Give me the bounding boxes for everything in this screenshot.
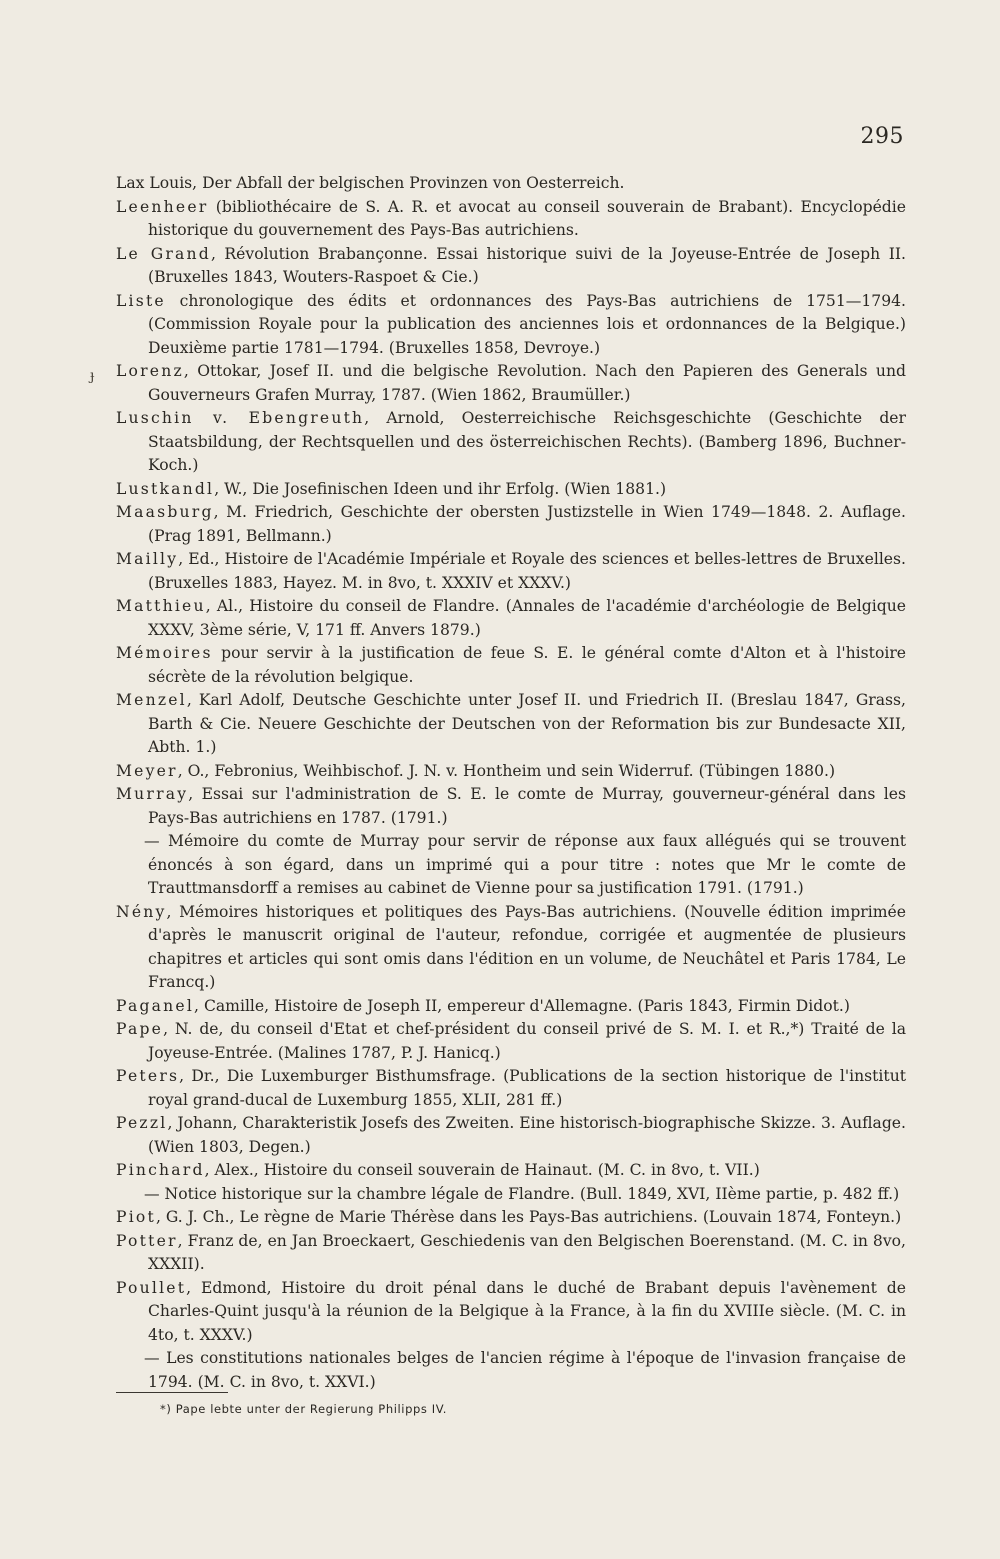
bibliography-entry [116, 783, 906, 830]
bibliography-entry [116, 1112, 906, 1159]
bibliography-entry [116, 995, 906, 1019]
entry-text: , M. Friedrich, Geschichte der obersten Justizstelle in Wien 1749—1848. 2. Auflage. (Prag 1891, Bellmann.) [148, 503, 906, 545]
entry-text: , Dr., Die Luxemburger Bisthumsfrage. (Publications de la section historique de l'institut royal grand-ducal de Luxemburg 1855, XLII, 281 ff.) [148, 1067, 906, 1109]
margin-mark: ɟ [90, 368, 95, 384]
bibliography-entry [116, 1347, 906, 1394]
bibliography-entry [116, 1159, 906, 1183]
bibliography-entry [116, 1277, 906, 1348]
page-number: 295 [860, 124, 904, 149]
bibliography-entry [116, 290, 906, 361]
entry-author: Le Grand [116, 244, 211, 263]
bibliography-entry [116, 1018, 906, 1065]
entry-text: , Franz de, en Jan Broeckaert, Geschiedenis van den Belgischen Boerenstand. (M. C. in 8vo, XXXII). [148, 1231, 906, 1273]
entry-text: , O., Febronius, Weihbischof. J. N. v. Hontheim und sein Widerruf. (Tübingen 1880.) [177, 761, 836, 780]
entry-author: Menzel [116, 691, 187, 709]
entry-text: , N. de, du conseil d'Etat et chef-président du conseil privé de S. M. I. et R.,*) Traité de la Joyeuse-Entrée. (Malines 1787, P. J. Hanicq.) [148, 1020, 906, 1062]
entry-author: — [144, 1349, 160, 1367]
entry-text: , Al., Histoire du conseil de Flandre. (Annales de l'académie d'archéologie de Belgique XXXV, 3ème série, V, 171 ff. Anvers 1879.) [148, 597, 906, 639]
entry-text: pour servir à la justification de feue S. E. le général comte d'Alton et à l'histoire sécrète de la révolution belgique. [148, 644, 906, 686]
bibliography-entry [116, 478, 906, 502]
entry-text: , Camille, Histoire de Joseph II, empereur d'Allemagne. (Paris 1843, Firmin Didot.) [194, 996, 850, 1015]
entry-text: , Karl Adolf, Deutsche Geschichte unter Josef II. und Friedrich II. (Breslau 1847, Grass, Barth & Cie. Neuere Geschichte der Deutschen von der Reformation bis zur Bundesacte XII, Abth. 1.) [148, 691, 906, 756]
entry-author: Mailly [116, 550, 179, 568]
entry-text: , Révolution Brabançonne. Essai historique suivi de la Joyeuse-Entrée de Joseph II. (Bruxelles 1843, Wouters-Raspoet & Cie.) [148, 244, 906, 286]
entry-author: — [144, 1184, 160, 1203]
entry-author: Mémoires [116, 644, 213, 662]
entry-author: Nény [116, 902, 167, 921]
bibliography-entry [116, 760, 906, 784]
bibliography-entry [116, 901, 906, 995]
entry-text: , Johann, Charakteristik Josefs des Zweiten. Eine historisch-biographische Skizze. 3. Auflage. (Wien 1803, Degen.) [148, 1114, 906, 1156]
entry-author: Paganel [116, 996, 195, 1015]
entry-author: — [144, 832, 160, 850]
footnote: *) Pape lebte unter der Regierung Philipps IV. [160, 1402, 447, 1416]
entry-author: Leenheer [116, 197, 209, 216]
entry-author: Luschin v. Ebengreuth [116, 409, 365, 427]
bibliography-entry [116, 243, 906, 290]
bibliography-entry [116, 501, 906, 548]
entry-author: Liste [116, 291, 166, 310]
entry-author: Potter [116, 1231, 178, 1250]
bibliography-list [116, 172, 906, 1394]
bibliography-entry [116, 1206, 906, 1230]
entry-author: Meyer [116, 761, 178, 780]
bibliography-entry [116, 196, 906, 243]
bibliography-entry [116, 360, 906, 407]
entry-text: , G. J. Ch., Le règne de Marie Thérèse dans les Pays-Bas autrichiens. (Louvain 1874, Fonteyn.) [155, 1208, 902, 1226]
entry-author: Peters [116, 1067, 180, 1085]
entry-text: , Alex., Histoire du conseil souverain de Hainaut. (M. C. in 8vo, t. VII.) [204, 1161, 760, 1179]
entry-text: Notice historique sur la chambre légale de Flandre. (Bull. 1849, XVI, IIème partie, p. 482 ff.) [159, 1184, 900, 1203]
entry-author: Piot [116, 1208, 156, 1226]
entry-author: Pape [116, 1020, 164, 1038]
bibliography-entry [116, 407, 906, 478]
bibliography-entry [116, 1183, 906, 1207]
bibliography-entry [116, 548, 906, 595]
bibliography-entry [116, 642, 906, 689]
bibliography-entry [116, 172, 906, 196]
entry-text: chronologique des édits et ordonnances des Pays-Bas autrichiens de 1751—1794. (Commission Royale pour la publication des anciennes lois et ordonnances de la Belgique.) Deuxième partie 1781—1794. (Bruxelles 1858, Devroye.) [148, 291, 906, 357]
entry-text: , W., Die Josefinischen Ideen und ihr Erfolg. (Wien 1881.) [214, 479, 667, 498]
entry-author: Lorenz [116, 362, 184, 380]
entry-text: Les constitutions nationales belges de l'ancien régime à l'époque de l'invasion française de 1794. (M. C. in 8vo, t. XXVI.) [148, 1349, 906, 1391]
footnote-rule [116, 1392, 228, 1393]
entry-text: , Arnold, Oesterreichische Reichsgeschichte (Geschichte der Staatsbildung, der Rechtsquellen und des österreichischen Rechts). (Bamberg 1896, Buchner-Koch.) [148, 409, 906, 474]
entry-author: Matthieu [116, 597, 206, 615]
entry-text: , Ottokar, Josef II. und die belgische Revolution. Nach den Papieren des Generals und Gouverneurs Grafen Murray, 1787. (Wien 1862, Braumüller.) [148, 362, 906, 404]
entry-text: (bibliothécaire de S. A. R. et avocat au conseil souverain de Brabant). Encyclopédie historique du gouvernement des Pays-Bas autrichiens. [148, 197, 906, 239]
entry-text: , Essai sur l'administration de S. E. le comte de Murray, gouverneur-général dans les Pays-Bas autrichiens en 1787. (1791.) [148, 785, 906, 827]
bibliography-entry [116, 689, 906, 760]
entry-author: Maasburg [116, 503, 214, 521]
entry-text: Lax Louis, Der Abfall der belgischen Provinzen von Oesterreich. [116, 174, 625, 192]
entry-author: Poullet [116, 1278, 187, 1297]
bibliography-entry [116, 1065, 906, 1112]
entry-author: Pezzl [116, 1114, 168, 1132]
entry-author: Lustkandl [116, 479, 215, 498]
bibliography-entry [116, 595, 906, 642]
entry-text: , Mémoires historiques et politiques des Pays-Bas autrichiens. (Nouvelle édition imprimée d'après le manuscrit original de l'auteur, refondue, corrigée et augmentée de plusieurs chapitres et articles qui sont omis dans l'édition en un volume, de Neuchâtel et Paris 1784, Le Francq.) [148, 902, 906, 991]
entry-author: Pinchard [116, 1161, 205, 1179]
entry-author: Murray [116, 785, 189, 803]
bibliography-entry [116, 830, 906, 901]
entry-text: Mémoire du comte de Murray pour servir de réponse aux faux allégués qui se trouvent énoncés à son égard, dans un imprimé qui a pour titre : notes que Mr le comte de Trauttmansdorff a remises au cabinet de Vienne pour sa justification 1791. (1791.) [148, 832, 906, 897]
entry-text: , Edmond, Histoire du droit pénal dans le duché de Brabant depuis l'avènement de Charles-Quint jusqu'à la réunion de la Belgique à la France, à la fin du XVIIIe siècle. (M. C. in 4to, t. XXXV.) [148, 1278, 906, 1344]
entry-text: , Ed., Histoire de l'Académie Impériale et Royale des sciences et belles-lettres de Bruxelles. (Bruxelles 1883, Hayez. M. in 8vo, t. XXXIV et XXXV.) [148, 550, 906, 592]
bibliography-entry [116, 1230, 906, 1277]
